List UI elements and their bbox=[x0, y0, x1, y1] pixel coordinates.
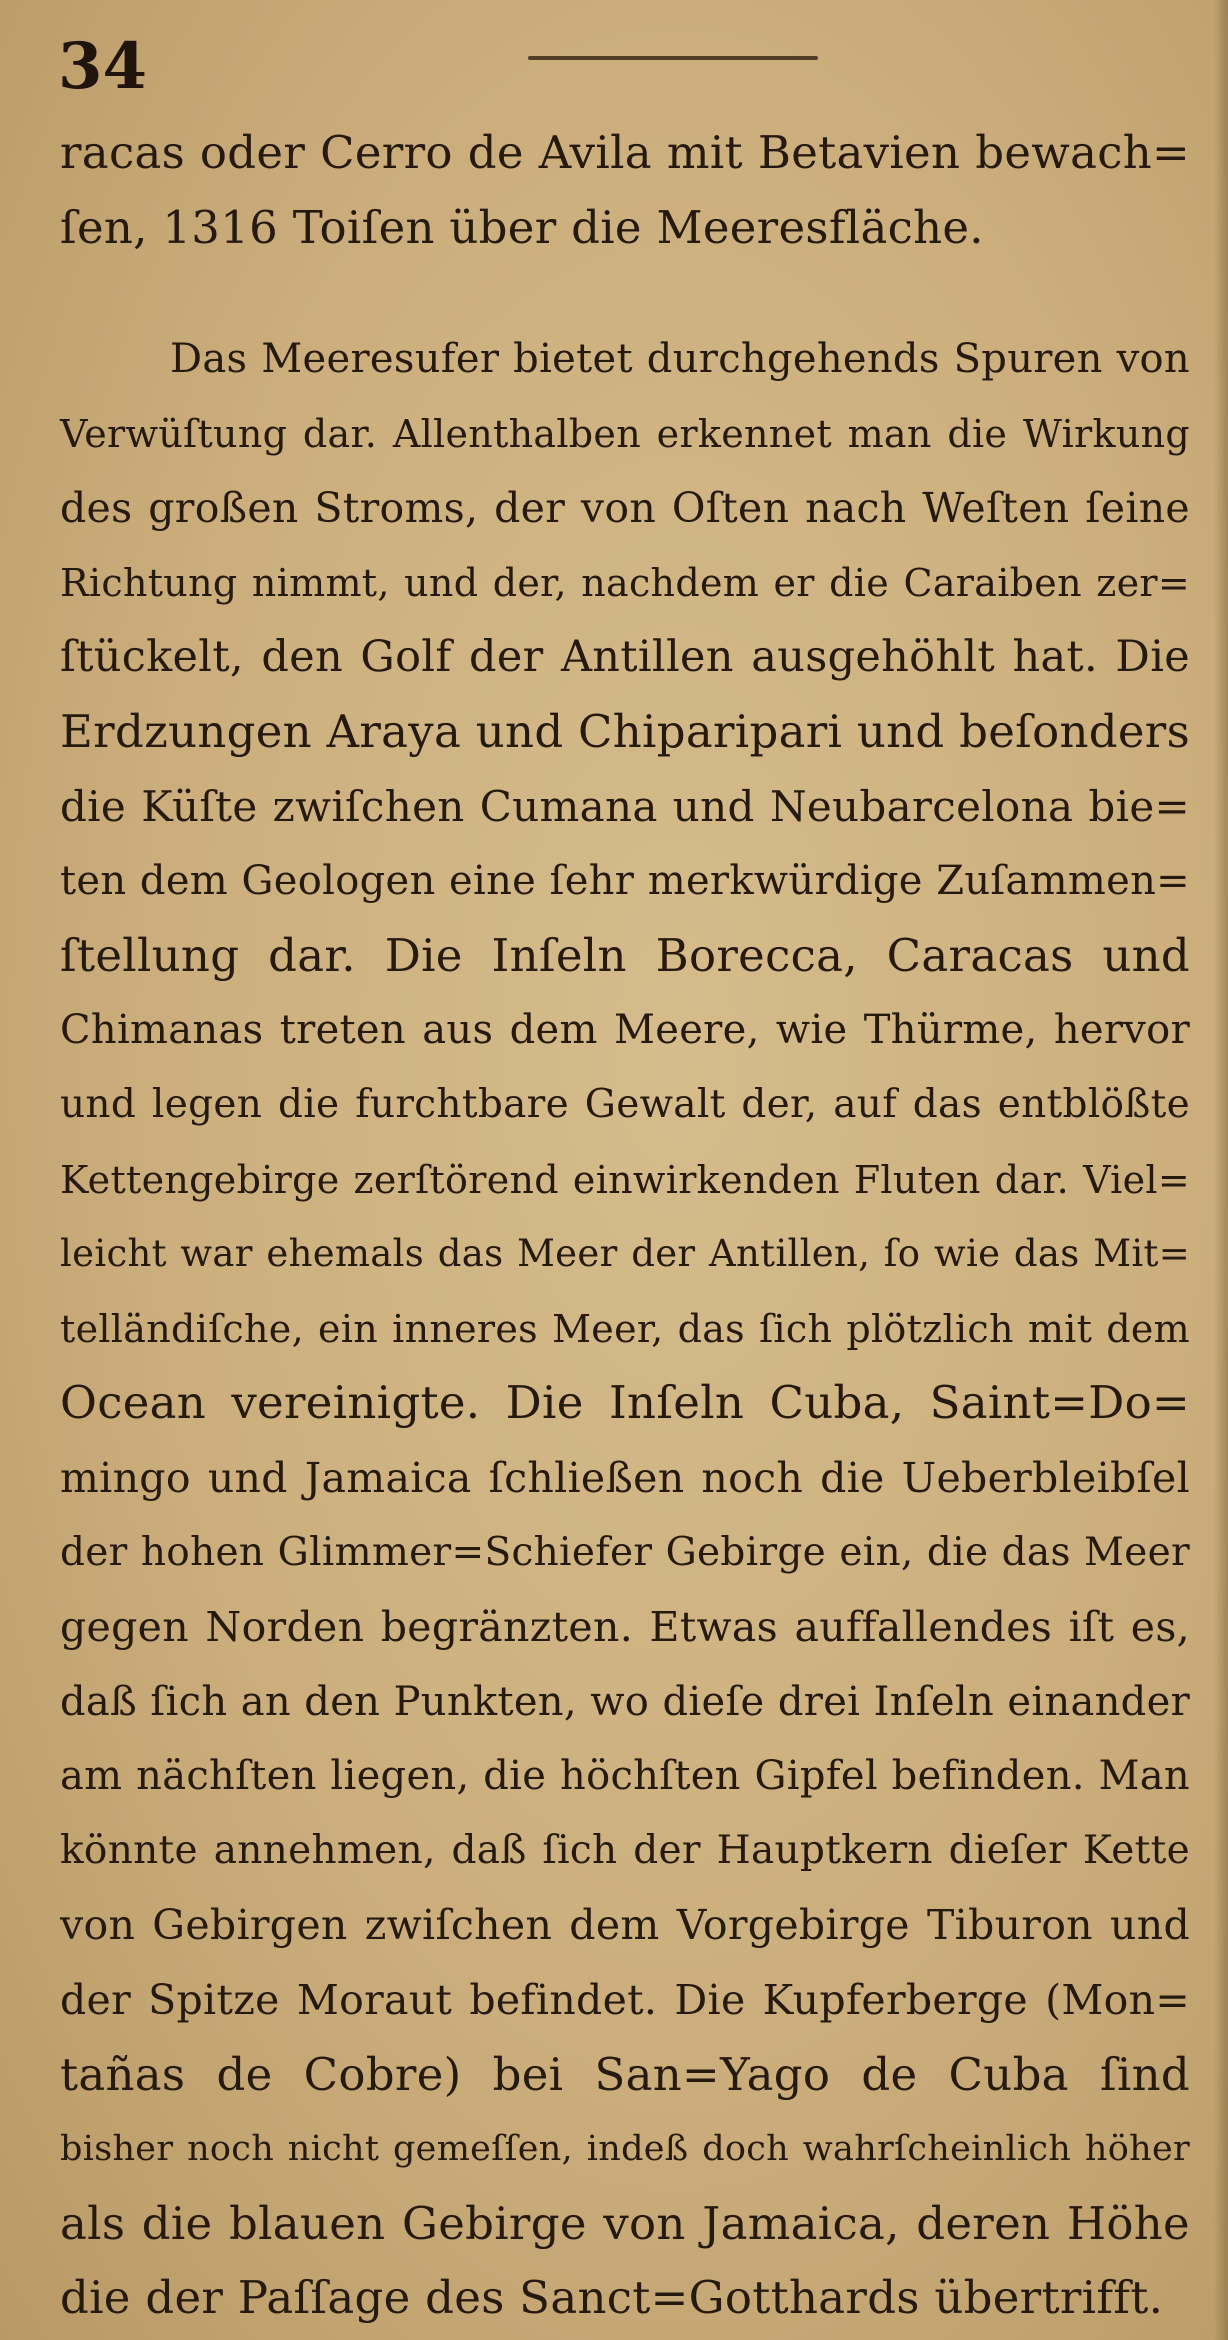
header-rule bbox=[528, 56, 818, 60]
text-line: Erdzungen Araya und Chiparipari und beſonders bbox=[60, 704, 1190, 758]
text-line: und legen die furchtbare Gewalt der, auf das entblößte bbox=[60, 1081, 1190, 1127]
text-line: Kettengebirge zerſtörend einwirkenden Fluten dar. Viel= bbox=[60, 1157, 1190, 1202]
text-line: telländiſche, ein inneres Meer, das ſich plötzlich mit dem bbox=[60, 1306, 1190, 1351]
text-line: leicht war ehemals das Meer der Antillen, ſo wie das Mit= bbox=[60, 1232, 1190, 1276]
text-line: mingo und Jamaica ſchließen noch die Ueberbleibſel bbox=[60, 1453, 1190, 1502]
text-line: Ocean vereinigte. Die Inſeln Cuba, Saint=Do= bbox=[60, 1376, 1190, 1430]
text-line: tañas de Cobre) bei San=Yago de Cuba ſind bbox=[60, 2047, 1190, 2101]
paragraph-continuation bbox=[60, 116, 1190, 265]
text-line: der Spitze Moraut befindet. Die Kupferberge (Mon= bbox=[60, 1976, 1190, 2025]
text-line: ten dem Geologen eine ſehr merkwürdige Zuſammen= bbox=[60, 858, 1190, 905]
text-line: könnte annehmen, daß ſich der Hauptkern dieſer Kette bbox=[60, 1827, 1190, 1873]
text-line: ſtückelt, den Golf der Antillen ausgehöhlt hat. Die bbox=[60, 632, 1190, 683]
text-line: Richtung nimmt, und der, nachdem er die Caraiben zer= bbox=[60, 560, 1190, 605]
text-line: ſtellung dar. Die Inſeln Borecca, Caracas und bbox=[60, 928, 1190, 982]
text-line: Das Meeresufer bietet durchgehends Spuren von bbox=[170, 336, 1190, 382]
text-line: die der Paſſage des Sanct=Gotthards übertrifft. bbox=[60, 2271, 1164, 2325]
text-line: am nächſten liegen, die höchſten Gipfel befinden. Man bbox=[60, 1753, 1190, 1800]
page-header bbox=[58, 22, 1178, 112]
page-edge-shadow bbox=[1214, 0, 1228, 2340]
text-line: ſen, 1316 Toiſen über die Meeresfläche. bbox=[60, 200, 984, 254]
text-line: gegen Norden begränzten. Etwas auffallendes iſt es, bbox=[60, 1603, 1190, 1652]
text-line: die Küſte zwiſchen Cumana und Neubarcelona bie= bbox=[60, 781, 1190, 831]
text-line: Chimanas treten aus dem Meere, wie Thürme, hervor bbox=[60, 1007, 1190, 1054]
text-line: als die blauen Gebirge von Jamaica, deren Höhe bbox=[60, 2196, 1190, 2250]
paragraph-coast bbox=[60, 322, 1190, 2336]
text-line: daß ſich an den Punkten, wo dieſe drei Inſeln einander bbox=[60, 1678, 1190, 1725]
text-line: der hohen Glimmer=Schiefer Gebirge ein, die das Meer bbox=[60, 1529, 1190, 1575]
text-line: von Gebirgen zwiſchen dem Vorgebirge Tiburon und bbox=[60, 1901, 1190, 1950]
text-line: Verwüſtung dar. Allenthalben erkennet man die Wirkung bbox=[60, 411, 1190, 456]
page-number: 34 bbox=[58, 29, 148, 104]
text-line: bisher noch nicht gemeſſen, indeß doch wahrſcheinlich höher bbox=[60, 2129, 1190, 2170]
text-line: des großen Stroms, der von Oſten nach Weſten ſeine bbox=[60, 484, 1190, 533]
text-line: racas oder Cerro de Avila mit Betavien bewach= bbox=[60, 126, 1190, 179]
